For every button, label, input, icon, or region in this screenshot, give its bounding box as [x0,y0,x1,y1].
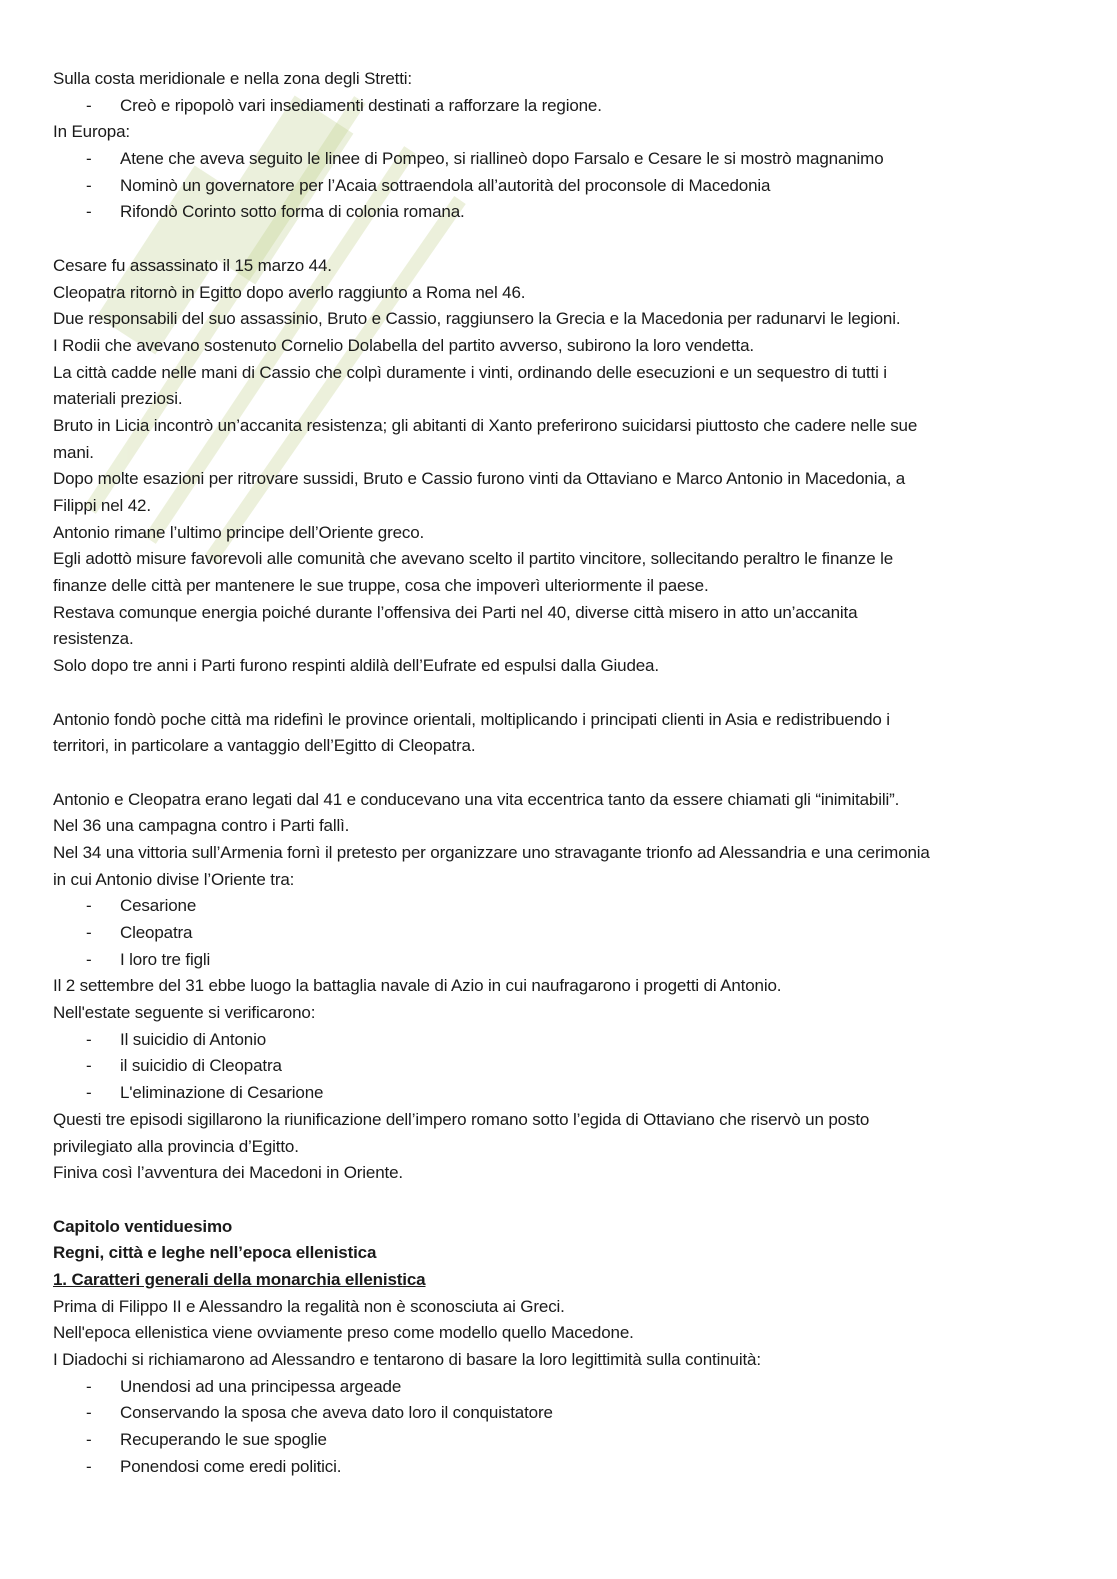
text-line: territori, in particolare a vantaggio dell’Egitto di Cleopatra. [53,736,476,756]
text-line: Antonio fondò poche città ma ridefinì le province orientali, moltiplicando i principati clienti in Asia e redistribuendo i [53,709,890,729]
text-line: materiali preziosi. [53,389,183,409]
text-line: Antonio e Cleopatra erano legati dal 41 e conducevano una vita eccentrica tanto da essere chiamati gli “inimitabili”. [53,789,900,809]
list-item [53,947,1063,974]
text-line: Nel 36 una campagna contro i Parti fallì. [53,816,350,836]
list-item-text: Conservando la sposa che aveva dato loro il conquistatore [120,1403,553,1423]
list-item-text: Il suicidio di Antonio [120,1029,267,1049]
text-line: Solo dopo tre anni i Parti furono respinti aldilà dell’Eufrate ed espulsi dalla Giudea. [53,656,659,676]
text-line: Antonio rimane l’ultimo principe dell’Oriente greco. [53,522,425,542]
list-item [53,1427,1063,1454]
subsection-heading-text: 1. Caratteri generali della monarchia ellenistica [53,1269,426,1289]
text-line: Sulla costa meridionale e nella zona degli Stretti: [53,69,413,88]
text-line: Filippi nel 42. [53,496,151,515]
bullet-dash: - [86,175,92,195]
bullet-dash: - [86,149,92,169]
bullet-dash: - [86,949,92,969]
list-item-text: Nominò un governatore per l’Acaia sottraendola all’autorità del proconsole di Macedonia [120,175,771,195]
list-item-text: L'eliminazione di Cesarione [120,1083,324,1103]
list-item [53,1053,1063,1080]
list-item-text: Recuperando le sue spoglie [120,1430,327,1450]
list-item [53,1400,1063,1427]
text-line: in cui Antonio divise l’Oriente tra: [53,869,295,889]
text-line: Cesare fu assassinato il 15 marzo 44. [53,255,332,275]
text-line: Nell'estate seguente si verificarono: [53,1003,316,1023]
text-line: resistenza. [53,629,134,649]
section-heading: Regni, città e leghe nell’epoca ellenistica [53,1243,377,1263]
list-item [53,146,1063,173]
bullet-dash: - [86,95,92,115]
paragraph-gap [53,680,1063,707]
text-line: Cleopatra ritornò in Egitto dopo averlo raggiunto a Roma nel 46. [53,282,526,302]
text-line: mani. [53,442,94,462]
bullet-dash: - [86,202,92,222]
document-page [53,66,1063,1480]
list-item [53,173,1063,200]
bullet-dash: - [86,1403,92,1423]
paragraph-gap [53,1187,1063,1214]
list-item [53,1027,1063,1054]
list-item-text: Cesarione [120,896,197,916]
list-item [53,1374,1063,1401]
section-heading: Capitolo ventiduesimo [53,1216,233,1236]
text-line: Finiva così l’avventura dei Macedoni in Oriente. [53,1163,403,1183]
document-body [53,66,1063,1480]
text-line: Nel 34 una vittoria sull’Armenia fornì il pretesto per organizzare uno stravagante trionfo ad Alessandria e una cerimonia [53,842,930,862]
list-item-text: Ponendosi come eredi politici. [120,1456,342,1476]
list-item-text: il suicidio di Cleopatra [120,1056,282,1076]
bullet-dash: - [86,1056,92,1076]
subsection-heading [53,1267,1063,1294]
bullet-dash: - [86,1430,92,1450]
text-line: Due responsabili del suo assassinio, Bruto e Cassio, raggiunsero la Grecia e la Macedonia per radunarvi le legioni. [53,309,901,329]
text-line: In Europa: [53,122,130,142]
list-item [53,93,1063,120]
text-line: Questi tre episodi sigillarono la riunificazione dell’impero romano sotto l’egida di Ottaviano che riservò un posto [53,1109,870,1129]
list-item-text: Rifondò Corinto sotto forma di colonia romana. [120,202,465,222]
text-line: Restava comunque energia poiché durante l’offensiva dei Parti nel 40, diverse città misero in atto un’accanita [53,602,858,622]
list-item-text: Creò e ripopolò vari insediamenti destinati a rafforzare la regione. [120,95,602,115]
bullet-dash: - [86,1456,92,1476]
text-line: I Diadochi si richiamarono ad Alessandro e tentarono di basare la loro legittimità sulla continuità: [53,1350,761,1369]
list-item-text: Unendosi ad una principessa argeade [120,1376,402,1396]
text-line: Prima di Filippo II e Alessandro la regalità non è sconosciuta ai Greci. [53,1296,565,1316]
text-line: Il 2 settembre del 31 ebbe luogo la battaglia navale di Azio in cui naufragarono i progetti di Antonio. [53,976,782,996]
text-line: Bruto in Licia incontrò un’accanita resistenza; gli abitanti di Xanto preferirono suicidarsi piuttosto che cadere nelle sue [53,415,918,435]
text-line: Egli adottò misure favorevoli alle comunità che avevano scelto il partito vincitore, sollecitando peraltro le finanze le [53,549,894,569]
bullet-dash: - [86,1083,92,1103]
bullet-dash: - [86,896,92,916]
text-line: Nell'epoca ellenistica viene ovviamente preso come modello quello Macedone. [53,1323,634,1343]
text-line: La città cadde nelle mani di Cassio che colpì duramente i vinti, ordinando delle esecuzioni e un sequestro di tutti i [53,362,887,382]
text-line: finanze delle città per mantenere le sue truppe, cosa che impoverì ulteriormente il paese. [53,576,709,596]
text-line: I Rodii che avevano sostenuto Cornelio Dolabella del partito avverso, subirono la loro vendetta. [53,335,754,355]
list-item [53,893,1063,920]
paragraph-gap [53,226,1063,253]
list-item [53,1080,1063,1107]
text-line: Dopo molte esazioni per ritrovare sussidi, Bruto e Cassio furono vinti da Ottaviano e Marco Antonio in Macedonia, a [53,469,906,489]
list-item-text: Cleopatra [120,923,193,942]
list-item-text: I loro tre figli [120,949,211,969]
list-item [53,920,1063,947]
bullet-dash: - [86,1029,92,1049]
bullet-dash: - [86,1376,92,1396]
bullet-dash: - [86,923,92,942]
list-item-text: Atene che aveva seguito le linee di Pompeo, si riallineò dopo Farsalo e Cesare le si mostrò magnanimo [120,149,884,169]
list-item [53,1454,1063,1481]
list-item [53,199,1063,226]
paragraph-gap [53,760,1063,787]
text-line: privilegiato alla provincia d’Egitto. [53,1136,299,1156]
